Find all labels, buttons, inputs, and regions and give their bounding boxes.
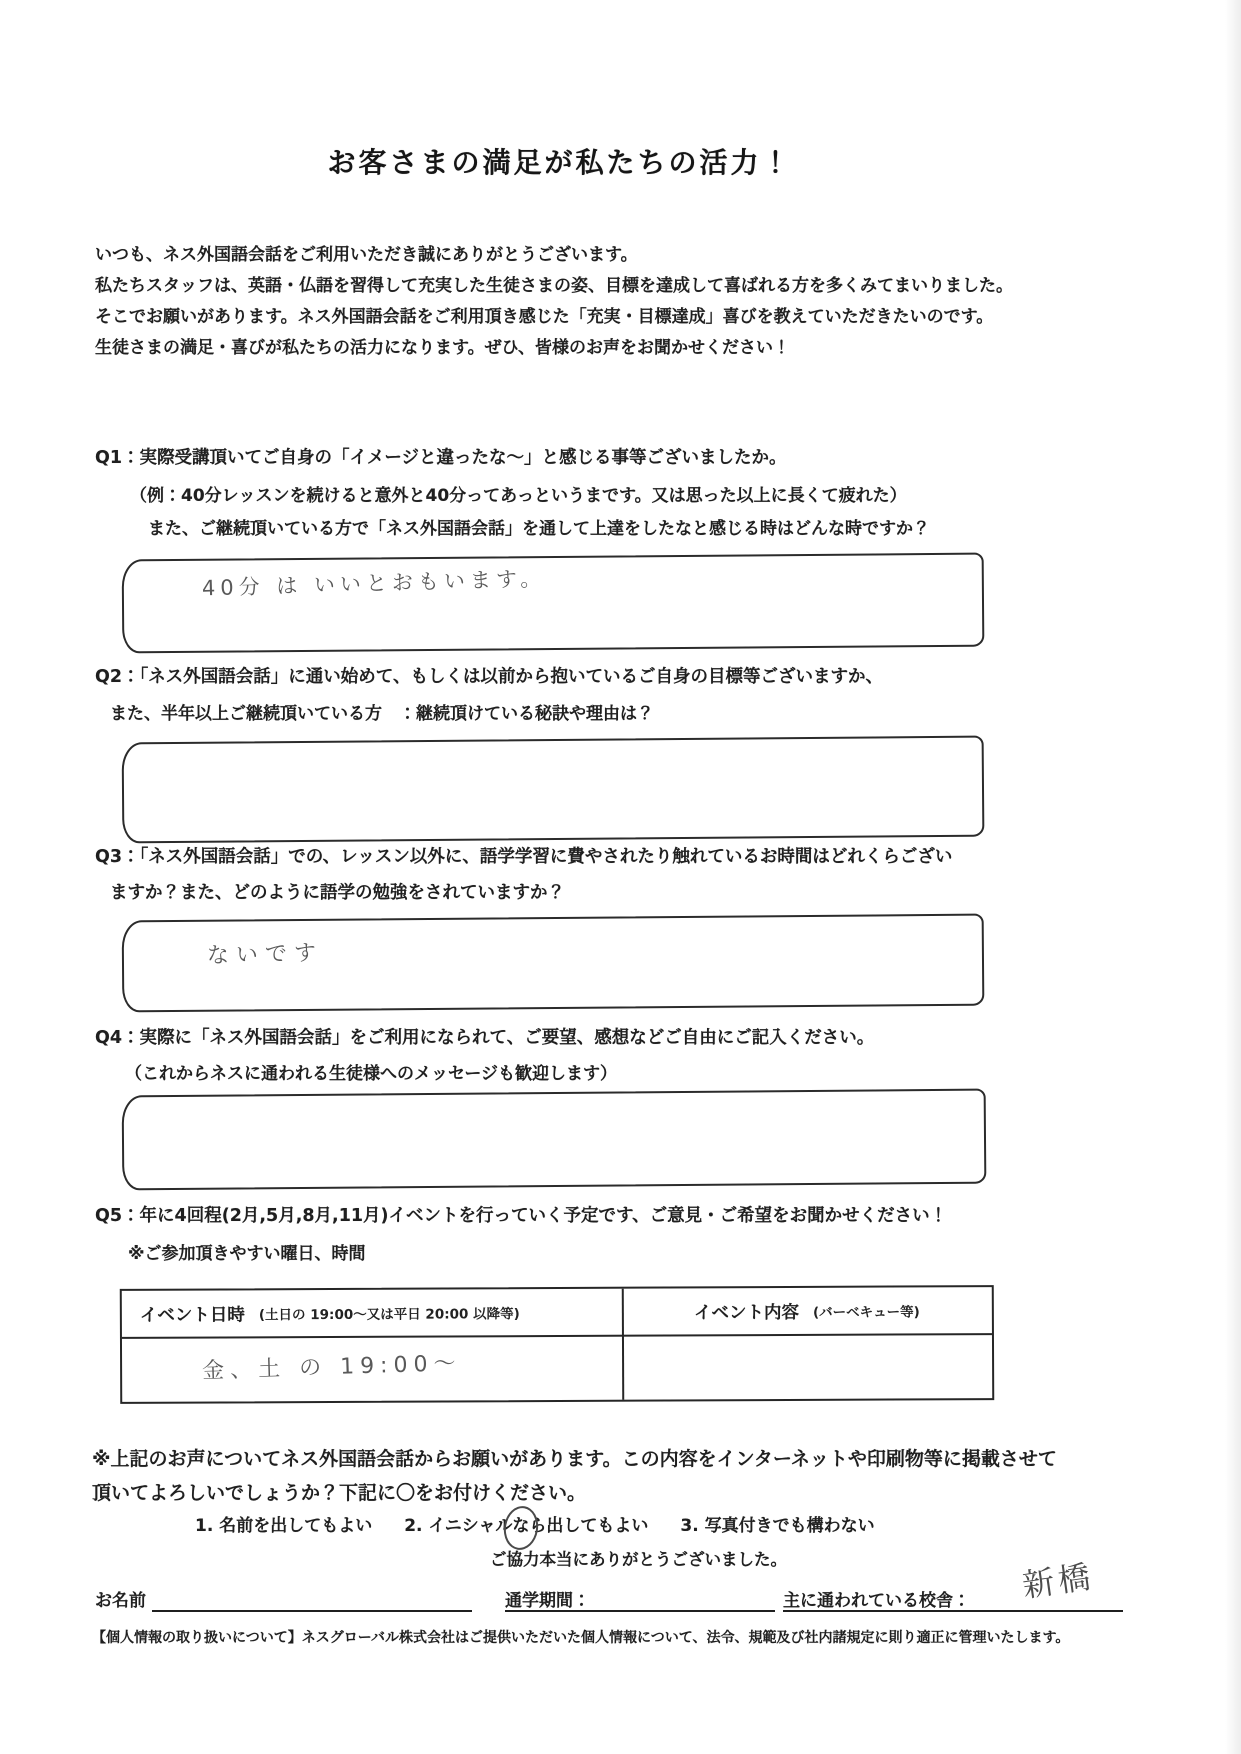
q4-answer-box[interactable] [122, 1089, 987, 1191]
event-datetime-note: (土日の 19:00～又は平日 20:00 以降等) [258, 1306, 520, 1324]
q1-question: Q1：実際受講頂いてご自身の「イメージと違ったな～」と感じる事等ございましたか。 [95, 448, 787, 468]
event-content-header: イベント内容 [693, 1302, 799, 1323]
event-datetime-header: イベント日時 [139, 1304, 245, 1326]
intro-line-4: 生徒さまの満足・喜びが私たちの活力になります。ぜひ、皆様のお声をお聞かせください！ [95, 338, 790, 358]
q1-answer-box[interactable] [122, 553, 985, 654]
q2-question: Q2：「ネス外国語会話」に通い始めて、もしくは以前から抱いているご自身の目標等ございますか、 [95, 667, 883, 687]
consent-option-2-pre: 2. イニシャル [404, 1516, 513, 1536]
page-title: お客さまの満足が私たちの活力！ [327, 146, 793, 179]
q2-answer-box[interactable] [122, 736, 985, 844]
period-label: 通学期間： [505, 1591, 590, 1611]
consent-note-line2: 頂いてよろしいでしょうか？下記に〇をお付けください。 [92, 1482, 587, 1504]
school-field[interactable] [783, 1610, 1123, 1612]
thanks-line: ご協力本当にありがとうございました。 [490, 1550, 787, 1569]
consent-option-2-post: ら出してもよい [529, 1516, 649, 1536]
intro-line-3: そこでお願いがあります。ネス外国語会話をご利用頂き感じた「充実・目標達成」喜びを教えていただきたいのです。 [95, 307, 994, 327]
consent-option-3[interactable]: 3. 写真付きでも構わない [680, 1516, 875, 1536]
school-handwriting: 新橋 [1019, 1557, 1097, 1605]
q4-note: （これからネスに通われる生徒様へのメッセージも歓迎します） [125, 1064, 617, 1084]
event-table [120, 1285, 994, 1404]
period-field[interactable] [505, 1610, 775, 1612]
q1-example: （例：40分レッスンを続けると意外と40分ってあっというまです。又は思った以上に長くて疲れた） [130, 486, 907, 506]
school-label: 主に通われている校舎： [783, 1591, 970, 1611]
consent-options-row [195, 1511, 875, 1536]
name-label: お名前 [95, 1591, 146, 1611]
q3-question-line2: ますか？また、どのように語学の勉強をされていますか？ [110, 883, 565, 903]
consent-note-line1: ※上記のお声についてネス外国語会話からお願いがあります。この内容をインターネットや印刷物等に掲載させて [92, 1448, 1057, 1470]
event-content-input-cell[interactable] [622, 1333, 992, 1400]
event-datetime-header-cell [140, 1289, 610, 1337]
q5-note: ※ご参加頂きやすい曜日、時間 [128, 1244, 366, 1264]
event-content-note: (バーベキュー等) [812, 1304, 920, 1321]
consent-option-2-circled: な [512, 1511, 529, 1536]
consent-option-1[interactable]: 1. 名前を出してもよい [195, 1516, 373, 1536]
q3-answer-box[interactable] [122, 914, 985, 1013]
q1-followup: また、ご継続頂いている方で「ネス外国語会話」を通して上達をしたなと感じる時はどんな時ですか？ [148, 519, 930, 539]
privacy-note: 【個人情報の取り扱いについて】ネスグローバル株式会社はご提供いただいた個人情報について、法令、規範及び社内諸規定に則り適正に管理いたします。 [92, 1630, 1070, 1646]
event-datetime-input-cell[interactable] [122, 1335, 622, 1402]
q2-followup: また、半年以上ご継続頂いている方 ：継続頂けている秘訣や理由は？ [110, 704, 654, 724]
intro-line-1: いつも、ネス外国語会話をご利用いただき誠にありがとうございます。 [95, 245, 638, 265]
q4-question: Q4：実際に「ネス外国語会話」をご利用になられて、ご要望、感想などご自由にご記入ください。 [95, 1028, 875, 1048]
name-field[interactable] [152, 1610, 472, 1612]
q1-answer-handwriting: 40分 は いいとおもいます。 [201, 566, 547, 601]
q3-answer-handwriting: ないです [206, 940, 324, 969]
consent-option-2[interactable] [404, 1511, 648, 1536]
q3-question-line1: Q3：「ネス外国語会話」での、レッスン以外に、語学学習に費やされたり触れているお時間はどれくらござい [95, 847, 953, 867]
event-datetime-handwriting: 金、土 の 19:00～ [201, 1351, 462, 1384]
scan-edge-shadow [1225, 0, 1241, 1754]
intro-line-2: 私たちスタッフは、英語・仏語を習得して充実した生徒さまの姿、目標を達成して喜ばれる方を多くみてまいりました。 [95, 276, 1013, 296]
event-content-header-cell [622, 1287, 992, 1335]
q5-question: Q5：年に4回程(2月,5月,8月,11月)イベントを行っていく予定です、ご意見・ご希望をお聞かせください！ [95, 1206, 948, 1226]
